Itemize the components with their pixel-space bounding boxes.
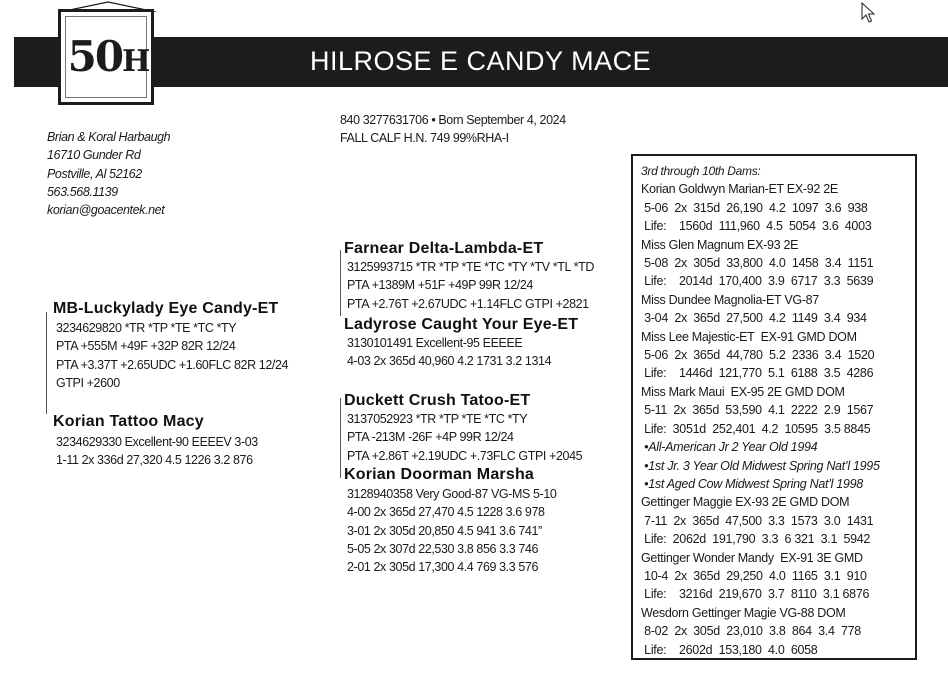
dam-record: Life: 1560d 111,960 4.5 5054 3.6 4003 <box>641 219 872 234</box>
sire-line: 3234629820 *TR *TP *TE *TC *TY <box>56 321 237 335</box>
sire-sire-name: Farnear Delta-Lambda-ET <box>344 240 544 257</box>
lot-number-suffix: H <box>122 44 151 79</box>
consignor-phone: 563.568.1139 <box>47 184 118 199</box>
dam-ancestor-name: Gettinger Wonder Mandy EX-91 3E GMD <box>641 550 863 565</box>
sire-dam-line: 4-03 2x 365d 40,960 4.2 1731 3.2 1314 <box>347 354 552 369</box>
consignor-name: Brian & Koral Harbaugh <box>47 130 171 144</box>
dam-award: •All-American Jr 2 Year Old 1994 <box>641 440 818 455</box>
animal-info <box>340 111 566 148</box>
dam-record: Life: 1446d 121,770 5.1 6188 3.5 4286 <box>641 366 874 381</box>
sire-dam-name: Ladyrose Caught Your Eye-ET <box>344 316 579 333</box>
dam-ancestor-name: Miss Glen Magnum EX-93 2E <box>641 237 799 252</box>
sire-line: PTA +555M +49F +32P 82R 12/24 <box>56 339 236 354</box>
dam-record: 7-11 2x 365d 47,500 3.3 1573 3.0 1431 <box>641 513 874 528</box>
sire-sire-details <box>347 258 594 313</box>
dam-details <box>56 433 258 470</box>
dam-dam-name: Korian Doorman Marsha <box>344 466 535 483</box>
consignor-info <box>47 128 170 219</box>
dam-record: Life: 2062d 191,790 3.3 6 321 3.1 5942 <box>641 532 871 547</box>
dam-ancestor-name: Wesdorn Gettinger Magie VG-88 DOM <box>641 605 846 620</box>
pedigree-bracket <box>340 250 341 316</box>
dam-record: 3-04 2x 365d 27,500 4.2 1149 3.4 934 <box>641 311 867 326</box>
sire-sire-line: PTA +1389M +51F +49P 99R 12/24 <box>347 278 533 293</box>
dam-dam-details <box>347 485 556 576</box>
animal-title: HILROSE E CANDY MACE <box>310 46 652 76</box>
dam-record: Life: 3216d 219,670 3.7 8110 3.1 6876 <box>641 587 870 602</box>
dam-ancestor-name: Gettinger Maggie EX-93 2E GMD DOM <box>641 495 850 510</box>
dam-line: 3234629330 Excellent-90 EEEEV 3-03 <box>56 435 258 449</box>
dam-dam-line: 4-00 2x 365d 27,470 4.5 1228 3.6 978 <box>347 505 545 520</box>
sire-sire-line: PTA +2.76T +2.67UDC +1.14FLC GTPI +2821 <box>347 296 589 311</box>
dam-line: 1-11 2x 336d 27,320 4.5 1226 3.2 876 <box>56 453 253 468</box>
pedigree-bracket <box>46 312 47 414</box>
dam-ancestor-name: Miss Dundee Magnolia-ET VG-87 <box>641 292 819 307</box>
dam-sire-name: Duckett Crush Tatoo-ET <box>344 392 531 409</box>
extended-dams-list <box>641 162 880 659</box>
dam-dam-line: 3-01 2x 305d 20,850 4.5 941 3.6 741” <box>347 523 542 538</box>
sire-line: GTPI +2600 <box>56 375 120 390</box>
dams-heading: 3rd through 10th Dams: <box>641 164 761 178</box>
dam-ancestor-name: Miss Mark Maui EX-95 2E GMD DOM <box>641 384 845 399</box>
consignor-email: korian@goacentek.net <box>47 203 165 218</box>
dam-ancestor-name: Korian Goldwyn Marian-ET EX-92 2E <box>641 182 838 197</box>
dam-record: Life: 3051d 252,401 4.2 10595 3.5 8845 <box>641 421 871 436</box>
dam-award: •1st Jr. 3 Year Old Midwest Spring Nat’l 1995 <box>641 458 880 473</box>
dam-dam-line: 2-01 2x 305d 17,300 4.4 769 3.3 576 <box>347 560 539 575</box>
dam-sire-line: 3137052923 *TR *TP *TE *TC *TY <box>347 412 528 426</box>
dam-record: 5-11 2x 365d 53,590 4.1 2222 2.9 1567 <box>641 403 874 418</box>
registration-birth: 840 3277631706 • Born September 4, 2024 <box>340 113 566 127</box>
sire-name: MB-Luckylady Eye Candy-ET <box>53 300 279 317</box>
sire-dam-line: 3130101491 Excellent-95 EEEEE <box>347 336 523 350</box>
dam-name: Korian Tattoo Macy <box>53 413 204 430</box>
sire-details <box>56 319 288 392</box>
consignor-street: 16710 Gunder Rd <box>47 148 141 163</box>
lot-number-digits: 50 <box>67 32 123 81</box>
dam-award: •1st Aged Cow Midwest Spring Nat’l 1998 <box>641 476 863 491</box>
dam-record: 5-08 2x 305d 33,800 4.0 1458 3.4 1151 <box>641 256 874 271</box>
sire-sire-line: 3125993715 *TR *TP *TE *TC *TY *TV *TL *TD <box>347 260 594 274</box>
dam-record: 5-06 2x 365d 44,780 5.2 2336 3.4 1520 <box>641 348 875 363</box>
sire-dam-details <box>347 334 551 371</box>
dam-record: 5-06 2x 315d 26,190 4.2 1097 3.6 938 <box>641 200 868 215</box>
dam-sire-line: PTA +2.86T +2.19UDC +.73FLC GTPI +2045 <box>347 448 583 463</box>
sire-line: PTA +3.37T +2.65UDC +1.60FLC 82R 12/24 <box>56 357 289 372</box>
dam-record: 8-02 2x 305d 23,010 3.8 864 3.4 778 <box>641 624 861 639</box>
mouse-pointer-icon <box>860 2 878 24</box>
class-info: FALL CALF H.N. 749 99%RHA-I <box>340 131 509 146</box>
dam-record: Life: 2014d 170,400 3.9 6717 3.3 5639 <box>641 274 874 289</box>
dam-dam-line: 5-05 2x 307d 22,530 3.8 856 3.3 746 <box>347 541 539 556</box>
dams-lines <box>641 180 880 659</box>
dam-ancestor-name: Miss Lee Majestic-ET EX-91 GMD DOM <box>641 329 857 344</box>
pedigree-bracket <box>340 398 341 478</box>
dam-record: 10-4 2x 365d 29,250 4.0 1165 3.1 910 <box>641 568 867 583</box>
dam-sire-details <box>347 410 582 465</box>
dam-sire-line: PTA -213M -26F +4P 99R 12/24 <box>347 430 514 445</box>
consignor-city: Postville, Al 52162 <box>47 166 142 181</box>
lot-number <box>64 32 154 81</box>
dam-record: Life: 2602d 153,180 4.0 6058 <box>641 642 818 657</box>
dam-dam-line: 3128940358 Very Good-87 VG-MS 5-10 <box>347 487 557 501</box>
